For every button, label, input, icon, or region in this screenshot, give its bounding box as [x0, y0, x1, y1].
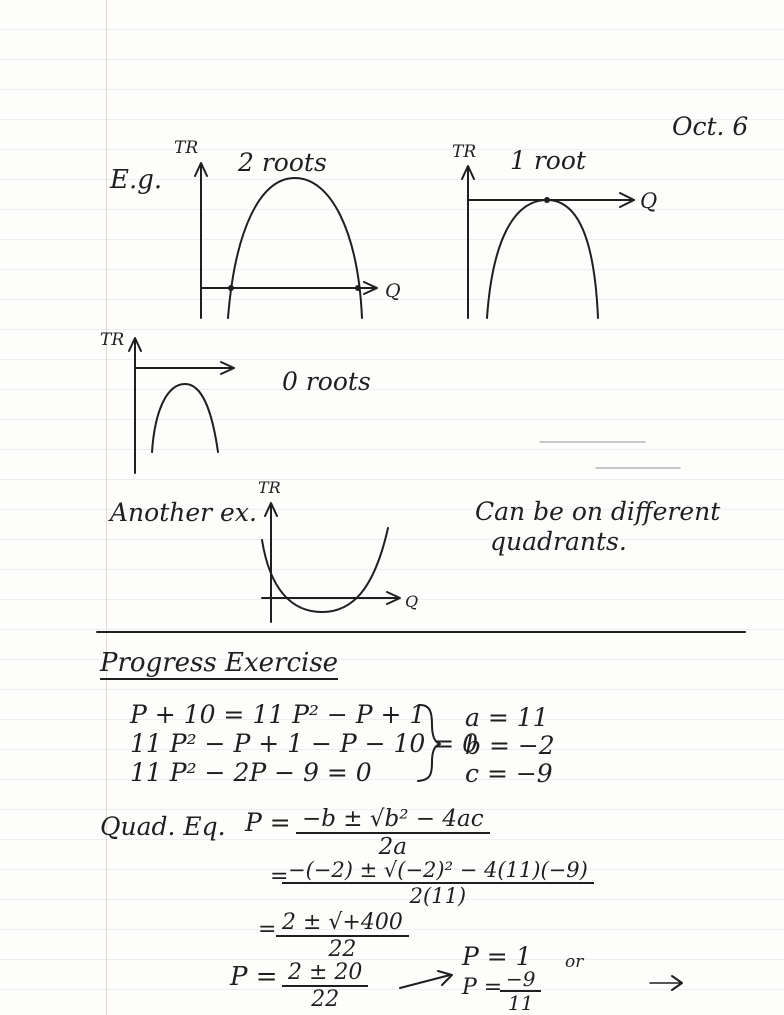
- graph4-y-label: TR: [258, 478, 281, 497]
- equation-line-1: P + 10 = 11 P² − P + 1: [130, 700, 426, 729]
- graph1-x-label: Q: [385, 280, 401, 302]
- graph2-caption: 1 root: [510, 146, 586, 175]
- graph3-y-arrow: [129, 338, 141, 351]
- graph2-y-arrow: [462, 166, 474, 179]
- graph4-x-label: Q: [405, 592, 419, 611]
- date-label: Oct. 6: [672, 112, 749, 141]
- step2-numerator: 2 ± √+400: [276, 910, 409, 937]
- result-or: or: [565, 952, 584, 972]
- step3-denominator: 22: [311, 987, 340, 1012]
- step1-denominator: 2(11): [409, 884, 467, 908]
- graph-one-root: [462, 166, 634, 318]
- example-label: E.g.: [110, 165, 163, 195]
- graph1-root-right: [355, 285, 361, 291]
- result-p2-denominator: 11: [508, 991, 534, 1015]
- step2-fraction: [276, 910, 409, 962]
- graph1-caption: 2 roots: [238, 148, 327, 177]
- coefficient-c: c = −9: [465, 759, 553, 788]
- formula-denominator: 2a: [378, 834, 407, 860]
- result-p2-numerator: −9: [500, 968, 541, 992]
- graph4-x-arrow: [387, 592, 400, 604]
- graph2-parabola: [487, 200, 598, 318]
- formula-lhs: P =: [245, 808, 291, 837]
- trailing-arrow-head: [672, 976, 682, 990]
- step1-numerator: −(−2) ± √(−2)² − 4(11)(−9): [282, 858, 594, 884]
- graph1-x-arrow: [364, 282, 377, 294]
- quadratic-label: Quad. Eq.: [100, 812, 226, 841]
- result-p1: P = 1: [462, 942, 532, 971]
- step3-lhs: P =: [230, 962, 278, 992]
- graph-another-example: [262, 503, 400, 622]
- equation-line-2: 11 P² − P + 1 − P − 10 = 0: [130, 729, 479, 758]
- step3-fraction: [282, 960, 368, 1012]
- graph2-x-label: Q: [640, 189, 658, 213]
- step2-equals: =: [258, 917, 277, 942]
- graph1-root-left: [228, 285, 234, 291]
- graph1-y-arrow: [195, 163, 207, 176]
- graph3-y-label: TR: [100, 330, 125, 350]
- result-arrow-line: [400, 975, 450, 988]
- coefficient-b: b = −2: [465, 731, 555, 760]
- step1-fraction: [282, 858, 594, 908]
- step1-equals: =: [270, 864, 289, 889]
- note-line-2: quadrants.: [490, 527, 627, 556]
- result-p2-lhs: P =: [462, 975, 503, 1000]
- graph1-parabola: [228, 178, 362, 318]
- section-title: Progress Exercise: [100, 648, 339, 678]
- note-line-1: Can be on different: [475, 497, 721, 526]
- graph2-y-label: TR: [452, 142, 477, 162]
- formula-numerator: −b ± √b² − 4ac: [296, 806, 490, 834]
- another-example-label: Another ex.: [110, 498, 257, 527]
- graph3-caption: 0 roots: [282, 367, 371, 396]
- graph4-y-arrow: [265, 503, 277, 516]
- graph4-parabola: [262, 528, 388, 612]
- result-p2-fraction: [500, 968, 541, 1014]
- graph3-x-arrow: [221, 362, 234, 374]
- graph-zero-roots: [129, 338, 234, 473]
- graph1-y-label: TR: [174, 138, 199, 158]
- step2-denominator: 22: [328, 937, 357, 962]
- trailing-arrow: [690, 968, 708, 993]
- graph-two-roots: [195, 163, 377, 318]
- coefficient-a: a = 11: [465, 703, 549, 732]
- step3-numerator: 2 ± 20: [282, 960, 368, 987]
- graph2-touch-point: [544, 197, 550, 203]
- graph2-x-arrow: [620, 193, 634, 207]
- graph3-parabola: [152, 384, 218, 452]
- quadratic-formula: [296, 806, 490, 860]
- result-arrow-head: [438, 971, 452, 985]
- equation-line-3: 11 P² − 2P − 9 = 0: [130, 758, 372, 787]
- margin-line: [106, 0, 107, 1015]
